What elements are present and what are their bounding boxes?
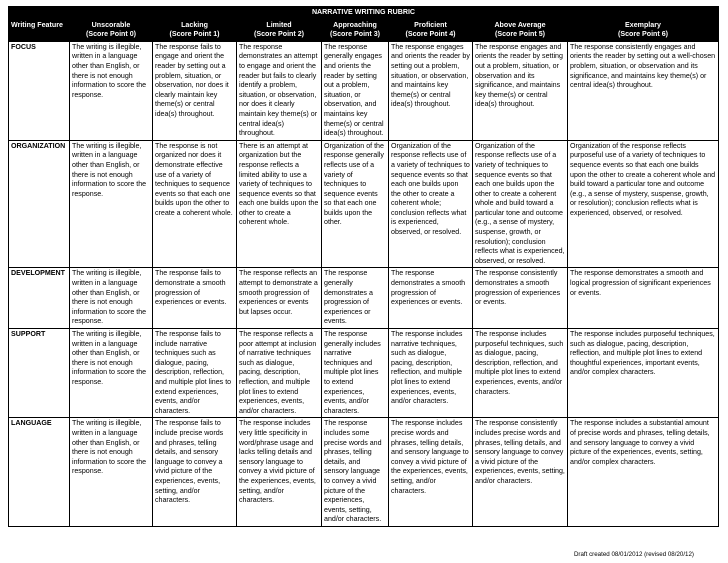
level-header xyxy=(153,19,237,41)
rubric-cell: The response includes some precise words and phrases, telling details, and sensory language to convey a vivid picture of the experiences, events, setting, and/or characters. xyxy=(322,418,389,527)
rubric-table xyxy=(8,6,719,527)
level-header xyxy=(473,19,568,41)
level-score: (Score Point 5) xyxy=(494,30,546,39)
level-score: (Score Point 3) xyxy=(329,30,381,39)
level-name: Limited xyxy=(266,20,292,29)
rubric-cell: The response includes purposeful techniques, such as dialogue, pacing, description, reflection, and multiple plot lines to extend thoughtful experiences, important events, and/or complex characters. xyxy=(568,329,719,418)
rubric-cell: The response includes a substantial amount of precise words and phrases, telling details, and sensory language to convey a vivid picture of the experiences, events, setting, and/or complex characters. xyxy=(568,418,719,527)
rubric-cell: Organization of the response reflects use of a variety of techniques to sequence events so that each one builds upon the other to create a coherent whole; conclusion reflects what is experienced, observed, or resolved. xyxy=(389,140,473,268)
rubric-cell: The writing is illegible, written in a language other than English, or there is not enough information to score the response. xyxy=(70,418,153,527)
rubric-row-organization xyxy=(9,140,719,268)
rubric-row-development xyxy=(9,268,719,329)
rubric-cell: There is an attempt at organization but the response reflects a limited ability to use a variety of techniques to sequence events so that each one builds upon the other to create a coherent whole. xyxy=(237,140,322,268)
rubric-cell: The response fails to demonstrate a smooth progression of experiences or events. xyxy=(153,268,237,329)
level-header xyxy=(237,19,322,41)
feature-label: ORGANIZATION xyxy=(9,140,70,268)
feature-label: SUPPORT xyxy=(9,329,70,418)
rubric-cell: The response engages and orients the reader by setting out a problem, situation, or observation, and maintains key theme(s) or central idea(s) throughout. xyxy=(389,41,473,140)
rubric-cell: The response fails to include precise words and phrases, telling details, and sensory language to convey a vivid picture of the experiences, events, setting, and/or characters. xyxy=(153,418,237,527)
rubric-cell: Organization of the response reflects use of a variety of techniques to sequence events so that each one builds upon the other to create a coherent whole and build toward a particular tone and outcome (e.g., a sense of mystery, suspense, growth, or resolution); conclusion reflects what is experienced, observed, or resolved. xyxy=(473,140,568,268)
rubric-cell: The response generally engages and orients the reader by setting out a problem, situation, or observation, and maintains key theme(s) or central idea(s) throughout. xyxy=(322,41,389,140)
level-header xyxy=(389,19,473,41)
level-header xyxy=(70,19,153,41)
level-name: Unscorable xyxy=(91,20,131,29)
feature-column-header: Writing Feature xyxy=(9,19,70,41)
rubric-cell: The response fails to include narrative techniques such as dialogue, pacing, description, reflection, and multiple plot lines to extend experiences, events, and/or characters. xyxy=(153,329,237,418)
feature-label: FOCUS xyxy=(9,41,70,140)
level-score: (Score Point 2) xyxy=(253,30,305,39)
rubric-cell: The response includes narrative techniques, such as dialogue, pacing, description, reflection, and multiple plot lines to extend experiences, events, and/or characters. xyxy=(389,329,473,418)
level-name: Lacking xyxy=(181,20,208,29)
rubric-cell: The response demonstrates a smooth and logical progression of significant experiences or events. xyxy=(568,268,719,329)
rubric-cell: The response generally includes narrative techniques and multiple plot lines to extend experiences, events, and/or characters. xyxy=(322,329,389,418)
rubric-cell: The writing is illegible, written in a language other than English, or there is not enough information to score the response. xyxy=(70,41,153,140)
rubric-row-focus xyxy=(9,41,719,140)
level-name: Proficient xyxy=(414,20,447,29)
level-name: Exemplary xyxy=(625,20,661,29)
rubric-cell: The response consistently includes precise words and phrases, telling details, and sensory language to convey a vivid picture of the experiences, events, setting, and/or characters. xyxy=(473,418,568,527)
level-score: (Score Point 6) xyxy=(617,30,669,39)
rubric-cell: The response fails to engage and orient the reader by setting out a problem, situation, or observation, nor does it clearly maintain key theme(s) or central idea(s) throughout. xyxy=(153,41,237,140)
rubric-cell: The response includes very little specificity in word/phrase usage and lacks telling details and sensory language to convey a vivid picture of the experiences, events, setting, and/or characters. xyxy=(237,418,322,527)
draft-date-footer: Draft created 08/01/2012 (revised 08/20/12) xyxy=(573,551,694,558)
level-header xyxy=(568,19,719,41)
level-score: (Score Point 1) xyxy=(169,30,220,39)
rubric-cell: The writing is illegible, written in a language other than English, or there is not enough information to score the response. xyxy=(70,329,153,418)
rubric-cell: The response reflects an attempt to demonstrate a smooth progression of experiences or events but lapses occur. xyxy=(237,268,322,329)
rubric-cell: The response includes purposeful techniques, such as dialogue, pacing, description, reflection, and multiple plot lines to extend experiences, events, and/or characters. xyxy=(473,329,568,418)
level-name: Approaching xyxy=(333,20,377,29)
rubric-cell: The response reflects a poor attempt at inclusion of narrative techniques such as dialogue, pacing, description, reflection, and multiple plot lines to extend experiences, events, and/or characters. xyxy=(237,329,322,418)
feature-label: DEVELOPMENT xyxy=(9,268,70,329)
rubric-cell: The response engages and orients the reader by setting out a problem, situation, or observation and its significance, and maintains key theme(s) or central idea(s) throughout. xyxy=(473,41,568,140)
rubric-title: NARRATIVE WRITING RUBRIC xyxy=(9,7,719,20)
level-score: (Score Point 4) xyxy=(405,30,456,39)
rubric-cell: Organization of the response generally reflects use of a variety of techniques to sequence events so that each one builds upon the other. xyxy=(322,140,389,268)
rubric-cell: The response demonstrates a smooth progression of experiences or events. xyxy=(389,268,473,329)
rubric-cell: Organization of the response reflects purposeful use of a variety of techniques to sequence events so that each one builds upon the other to create a coherent whole and build toward a particular tone and outcome (e.g., a sense of mystery, suspense, growth, or resolution); conclusion reflects what is experienced, observed, or resolved. xyxy=(568,140,719,268)
level-name: Above Average xyxy=(494,20,546,29)
rubric-row-support xyxy=(9,329,719,418)
rubric-cell: The response consistently demonstrates a smooth progression of experiences or events. xyxy=(473,268,568,329)
rubric-cell: The response is not organized nor does it demonstrate effective use of a variety of techniques to sequence events so that each one builds upon the other to create a coherent whole. xyxy=(153,140,237,268)
rubric-cell: The response includes precise words and phrases, telling details, and sensory language to convey a vivid picture of the experiences, events, setting, and/or characters. xyxy=(389,418,473,527)
rubric-cell: The response generally demonstrates a progression of experiences or events. xyxy=(322,268,389,329)
rubric-cell: The response consistently engages and orients the reader by setting out a well-chosen problem, situation, or observation and its significance, and maintains key theme(s) or central idea(s) throughout. xyxy=(568,41,719,140)
rubric-row-language xyxy=(9,418,719,527)
rubric-cell: The writing is illegible, written in a language other than English, or there is not enough information to score the response. xyxy=(70,268,153,329)
level-header xyxy=(322,19,389,41)
rubric-cell: The response demonstrates an attempt to engage and orient the reader but fails to clearly identify a problem, situation, or observation, nor does it clearly maintain key theme(s) or central idea(s) throughout. xyxy=(237,41,322,140)
rubric-cell: The writing is illegible, written in a language other than English, or there is not enough information to score the response. xyxy=(70,140,153,268)
level-score: (Score Point 0) xyxy=(85,30,137,39)
feature-label: LANGUAGE xyxy=(9,418,70,527)
